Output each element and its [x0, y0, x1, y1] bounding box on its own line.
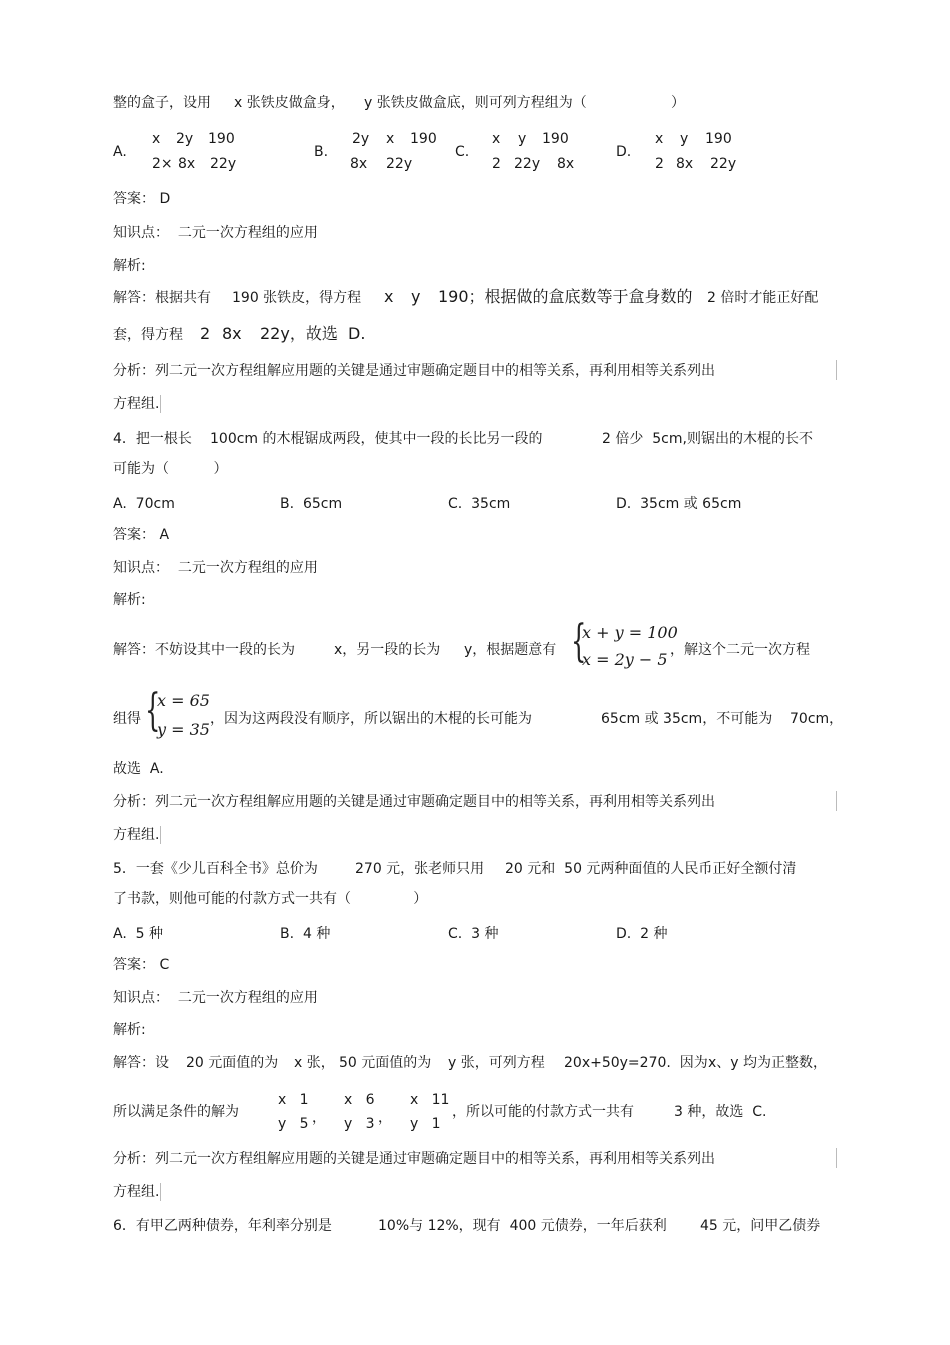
q4-sol-l2-part4: 70cm， [790, 711, 844, 727]
q4-sol-line3: 故选 A. [113, 761, 164, 777]
q5-sol1-y: y 5 [278, 1116, 309, 1132]
q3-a-r1-2y: 2y [176, 131, 194, 147]
q3-intro-part4: ） [671, 95, 685, 111]
q5-sol-part5: y 张，可列方程 [448, 1055, 545, 1071]
comma: ， [312, 1110, 326, 1126]
q4-stem-part1: 4．把一根长 [113, 431, 192, 447]
q5-fenxi-line1: 分析：列二元一次方程组解应用题的关键是通过审题确定题目中的相等关系，再利用相等关系列出 [113, 1151, 715, 1167]
q6-stem-part3: 45 元，问甲乙债券 [700, 1218, 821, 1234]
q5-fenxi-line2: 方程组. [113, 1184, 160, 1200]
q4-sol-part4: ，解这个二元一次方程 [670, 642, 810, 658]
q4-sys2-eq2: y = 35 [157, 720, 210, 739]
q4-sol-l2-part3: 65cm 或 35cm，不可能为 [601, 711, 773, 727]
q3-option-d-label: D. [616, 144, 632, 160]
margin-mark [160, 826, 161, 844]
q3-sol-l2-part1: 套，得方程 [113, 327, 183, 343]
comma: ， [378, 1110, 392, 1126]
q4-sol-part1: 解答：不妨设其中一段的长为 [113, 642, 295, 658]
q3-intro-part2: x 张铁皮做盒身， [234, 95, 345, 111]
q3-sol-l2-2: 2 [200, 324, 211, 343]
q5-stem-part3: 20 元和 50 元两种面值的人民币正好全额付清 [505, 861, 797, 877]
q5-sol3-x: x 11 [410, 1092, 450, 1108]
q3-answer: 答案： D [113, 191, 171, 207]
q3-d-r2-22y: 22y [710, 156, 737, 172]
q4-stem-part2: 100cm 的木棍锯成两段，使其中一段的长比另一段的 [210, 431, 543, 447]
q3-d-r1-y: y [680, 131, 689, 147]
q3-sol-part1: 解答：根据共有 [113, 290, 211, 306]
q3-c-r2-2: 2 [492, 156, 501, 172]
q3-c-r1-190: 190 [542, 131, 569, 147]
q5-stem-part2: 270 元，张老师只用 [355, 861, 485, 877]
q4-option-c[interactable]: C. 35cm [448, 496, 511, 512]
q3-c-r2-22y: 22y [514, 156, 541, 172]
q3-sol-l2-22y: 22y，故选 D. [260, 324, 366, 343]
q5-sol-part3: x 张， [294, 1055, 335, 1071]
q3-b-r2-22y: 22y [386, 156, 413, 172]
q3-option-b-label: B. [314, 144, 329, 160]
q5-sol-l2-prefix: 所以满足条件的解为 [113, 1104, 239, 1120]
margin-mark [836, 360, 837, 380]
q4-stem-part3: 2 倍少 5cm,则锯出的木棍的长不 [602, 431, 813, 447]
q3-fenxi-line2: 方程组. [113, 396, 160, 412]
q5-sol-part6: 20x+50y=270. 因为 [564, 1055, 708, 1071]
q4-answer: 答案： A [113, 527, 170, 543]
q3-b-r2-8x: 8x [350, 156, 368, 172]
q3-intro-part3: y 张铁皮做盒底，则可列方程组为（ [364, 95, 587, 111]
q5-sol-part4: 50 元面值的为 [339, 1055, 432, 1071]
q5-sol-l2-part3: 3 种，故选 C. [674, 1104, 767, 1120]
q5-option-d[interactable]: D. 2 种 [616, 926, 668, 942]
q4-sol-l2-part2: ，因为这两段没有顺序，所以锯出的木棍的长可能为 [210, 711, 532, 727]
q5-sol-l2-part2: ，所以可能的付款方式一共有 [452, 1104, 634, 1120]
q3-sol-part4: 2 倍时才能正好配 [707, 290, 819, 306]
q4-knowledge-point: 知识点： 二元一次方程组的应用 [113, 560, 318, 576]
margin-mark [836, 791, 837, 811]
q3-sol-part2: 190 张铁皮，得方程 [232, 290, 362, 306]
q3-d-r1-190: 190 [705, 131, 732, 147]
q4-fenxi-line1: 分析：列二元一次方程组解应用题的关键是通过审题确定题目中的相等关系，再利用相等关系列出 [113, 794, 715, 810]
q5-option-b[interactable]: B. 4 种 [280, 926, 331, 942]
brace-icon: { [571, 616, 587, 667]
q3-fenxi-line1: 分析：列二元一次方程组解应用题的关键是通过审题确定题目中的相等关系，再利用相等关系列出 [113, 363, 715, 379]
q5-stem-line2: 了书款，则他可能的付款方式一共有（ ） [113, 891, 428, 907]
q5-sol1-x: x 1 [278, 1092, 309, 1108]
q4-option-d[interactable]: D. 35cm 或 65cm [616, 496, 742, 512]
q5-stem-part1: 5．一套《少儿百科全书》总价为 [113, 861, 318, 877]
q3-a-r2-8x: 8x [178, 156, 196, 172]
q4-sys2-eq1: x = 65 [157, 691, 210, 710]
q5-knowledge-point: 知识点： 二元一次方程组的应用 [113, 990, 318, 1006]
q3-a-r1-190: 190 [208, 131, 235, 147]
q3-d-r1-x: x [655, 131, 664, 147]
q3-b-r1-190: 190 [410, 131, 437, 147]
q4-sys1-eq1: x + y = 100 [582, 623, 678, 642]
q3-option-a-label: A. [113, 144, 127, 160]
q3-c-r1-x: x [492, 131, 501, 147]
q3-a-r1-x: x [152, 131, 161, 147]
q4-fenxi-line2: 方程组. [113, 827, 160, 843]
margin-mark [160, 1183, 161, 1201]
q4-option-b[interactable]: B. 65cm [280, 496, 343, 512]
q3-d-r2-8x: 8x [676, 156, 694, 172]
q4-sys1-eq2: x = 2y − 5 [582, 650, 668, 669]
q4-sol-l2-part1: 组得 [113, 711, 141, 727]
q5-sol2-x: x 6 [344, 1092, 375, 1108]
q3-a-r2-22y: 22y [210, 156, 237, 172]
q3-knowledge-point: 知识点： 二元一次方程组的应用 [113, 225, 318, 241]
q3-b-r1-x: x [386, 131, 395, 147]
q3-d-r2-2: 2 [655, 156, 664, 172]
q4-sol-part3: y，根据题意有 [464, 642, 557, 658]
q4-sol-part2: x，另一段的长为 [334, 642, 441, 658]
margin-mark [836, 1148, 837, 1168]
q5-sol3-y: y 1 [410, 1116, 441, 1132]
q5-analysis-label: 解析: [113, 1022, 146, 1038]
q3-sol-part3: 190；根据做的盒底数等于盒身数的 [438, 287, 693, 306]
q3-option-c-label: C. [455, 144, 470, 160]
q6-stem-part1: 6．有甲乙两种债券，年利率分别是 [113, 1218, 332, 1234]
q4-stem-line2: 可能为（ ） [113, 461, 228, 477]
q3-c-r2-8x: 8x [557, 156, 575, 172]
q5-answer: 答案： C [113, 957, 170, 973]
q4-option-a[interactable]: A. 70cm [113, 496, 175, 512]
q3-sol-y: y [411, 287, 421, 306]
q5-sol-part2: 20 元面值的为 [186, 1055, 279, 1071]
q3-b-r1-2y: 2y [352, 131, 370, 147]
q3-intro-part1: 整的盒子，设用 [113, 95, 211, 111]
q6-stem-part2: 10%与 12%，现有 400 元债券，一年后获利 [378, 1218, 667, 1234]
q3-a-r2-2: 2× [152, 156, 173, 172]
q3-analysis-label: 解析: [113, 258, 146, 274]
brace-icon: { [145, 685, 161, 736]
q3-c-r1-y: y [518, 131, 527, 147]
q5-sol-part7: x、y 均为正整数， [708, 1055, 828, 1071]
margin-mark [160, 395, 161, 413]
q3-sol-x: x [384, 287, 394, 306]
q5-option-c[interactable]: C. 3 种 [448, 926, 499, 942]
q5-sol-part1: 解答：设 [113, 1055, 169, 1071]
q3-sol-l2-8x: 8x [222, 324, 242, 343]
q5-option-a[interactable]: A. 5 种 [113, 926, 164, 942]
q4-analysis-label: 解析: [113, 592, 146, 608]
q5-sol2-y: y 3 [344, 1116, 375, 1132]
